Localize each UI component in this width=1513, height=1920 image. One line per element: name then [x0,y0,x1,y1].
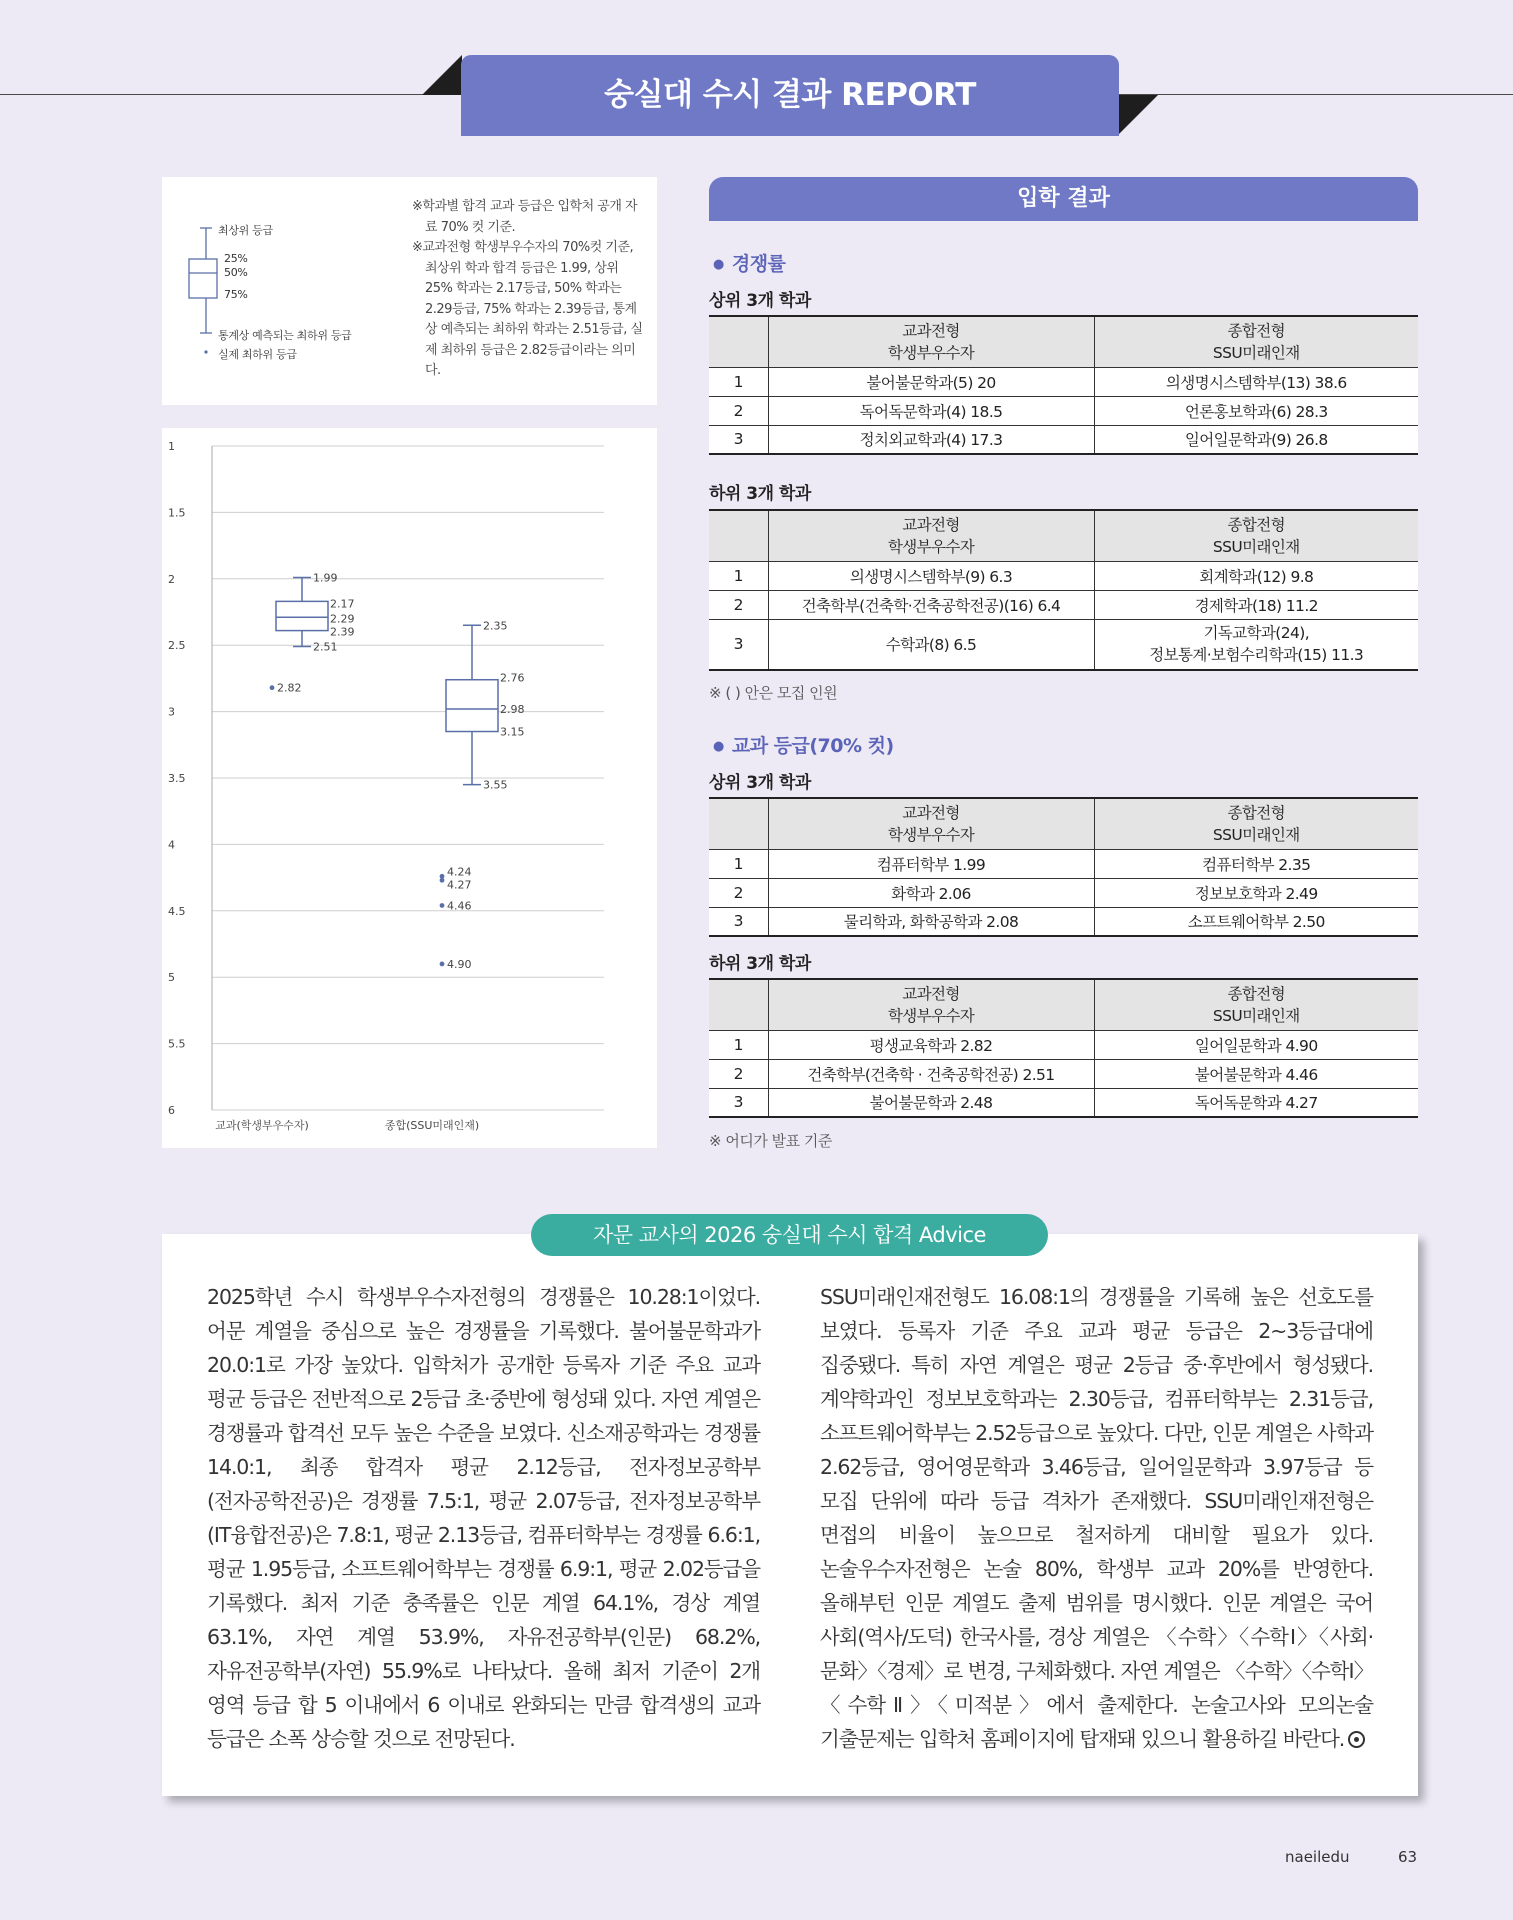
iqr-box [276,601,328,630]
table-header-cell: 교과전형 학생부우수자 [768,316,1094,367]
table-cell: 회계학과(12) 9.8 [1094,561,1418,590]
table-cell: 건축학부(건축학 · 건축공학전공) 2.51 [768,1059,1094,1088]
q1-label: 2.17 [330,597,355,611]
table-row [709,396,1418,425]
grade-bottom-label: 하위 3개 학과 [709,954,811,974]
table-row [709,619,1418,670]
legend-top-label: 최상위 등급 [218,224,273,237]
table-row [709,1088,1418,1117]
x-category-label: 교과(학생부우수자) [215,1119,309,1132]
competition-note: ※ ( ) 안은 모집 인원 [709,684,838,702]
grade-bottom-table [709,978,1418,1118]
table-cell: 수학과(8) 6.5 [768,619,1094,670]
table-header-cell: 교과전형 학생부우수자 [768,510,1094,561]
competition-bottom-label: 하위 3개 학과 [709,484,811,504]
grade-top-table [709,797,1418,937]
table-row [709,561,1418,590]
advice-right-text: SSU미래인재전형도 16.08:1의 경쟁률을 기록해 높은 선호도를 보였다. 등록자 기준 주요 교과 평균 등급은 2~3등급대에 집중됐다. 특히 자연 계열은 평균 2등급 중·후반에서 형성됐다. 계약학과인 정보보호학과는 2.30등급, 컴퓨터학부는 2.31등급, 소프트웨어학부는 2.52등급으로 높았다. 다만, 인문 계열은 사학과 2.62등급, 영어영문학과 3.46등급, 일어일문학과 3.97등급 등 모집 단위에 따라 등급 격차가 존재했다. SSU미래인재전형은 면접의 비율이 높으므로 철저하게 대비할 필요가 있다. 논술우수자전형은 논술 80%, 학생부 교과 20%를 반영한다. 올해부턴 인문 계열도 출제 범위를 명시했다. 인문 계열은 국어 사회(역사/도덕) 한국사를, 경상 계열은 〈수학〉〈수학Ⅰ〉〈사회·문화〉〈경제〉로 변경, 구체화했다. 자연 계열은 〈수학〉〈수학Ⅰ〉〈수학Ⅱ〉〈미적분〉에서 출제한다. 논술고사와 모의논술 기출문제는 입학처 홈페이지에 탑재돼 있으니 활용하길 바란다. [820,1285,1373,1751]
table-cell: 소프트웨어학부 2.50 [1094,907,1418,936]
table-cell: 3 [709,907,768,936]
footer-brand: naeiledu [1285,1848,1350,1866]
median-label: 2.98 [500,702,525,716]
header-right-triangle [1118,95,1158,135]
table-header-cell: 종합전형 SSU미래인재 [1094,510,1418,561]
competition-top-table [709,315,1418,455]
table-cell: 2 [709,1059,768,1088]
table-cell: 1 [709,849,768,878]
q1-label: 2.76 [500,671,525,685]
table-cell: 1 [709,367,768,396]
table-cell: 독어독문학과 4.27 [1094,1088,1418,1117]
legend-bottom-label: 통계상 예측되는 최하위 등급 [218,329,352,342]
outlier-label: 4.90 [447,957,472,971]
outlier-label: 4.24 [447,865,472,879]
max-label: 2.51 [313,640,338,654]
y-tick-label: 5 [168,971,175,985]
table-cell: 2 [709,878,768,907]
table-cell: 2 [709,396,768,425]
grade-top-label: 상위 3개 학과 [709,773,811,793]
max-label: 3.55 [483,778,508,792]
boxplot-svg [162,428,657,1148]
y-tick-label: 1 [168,440,175,453]
outlier-point [440,903,445,908]
page-number: 63 [1398,1848,1418,1866]
legend-outlier-label: 실제 최하위 등급 [218,348,297,361]
table-row [709,849,1418,878]
table-cell: 평생교육학과 2.82 [768,1030,1094,1059]
advice-left-column [207,1280,760,1756]
table-cell: 의생명시스템학부(9) 6.3 [768,561,1094,590]
advice-left-text: 2025학년 수시 학생부우수자전형의 경쟁률은 10.28:1이었다. 어문 계열을 중심으로 높은 경쟁률을 기록했다. 불어불문학과가 20.0:1로 가장 높았다. 입학처가 공개한 등록자 기준 주요 교과 평균 등급은 전반적으로 2등급 초·중반에 형성돼 있다. 자연 계열은 경쟁률과 합격선 모두 높은 수준을 보였다. 신소재공학과는 경쟁률 14.0:1, 최종 합격자 평균 2.12등급, 전자정보공학부(전자공학전공)은 경쟁률 7.5:1, 평균 2.07등급, 전자정보공학부(IT융합전공)은 7.8:1, 평균 2.13등급, 컴퓨터학부는 경쟁률 6.6:1, 평균 1.95등급, 소프트웨어학부는 경쟁률 6.9:1, 평균 2.02등급을 기록했다. 최저 기준 충족률은 인문 계열 64.1%, 경상 계열 63.1%, 자연 계열 53.9%, 자유전공학부(인문) 68.2%, 자유전공학부(자연) 55.9%로 나타났다. 올해 최저 기준이 2개 영역 등급 합 5 이내에서 6 이내로 완화되는 만큼 합격생의 교과 등급은 소폭 상승할 것으로 전망된다. [207,1285,760,1751]
table-header-cell [709,979,768,1030]
legend-note-1: ※학과별 합격 교과 등급은 입학처 공개 자료 70% 컷 기준. [412,199,638,235]
boxplot-chart [162,428,657,1148]
legend-p75-label: 75% [224,288,248,301]
outlier-point [440,962,445,967]
table-row [709,367,1418,396]
table-header-cell: 종합전형 SSU미래인재 [1094,979,1418,1030]
table-header-cell [709,316,768,367]
table-cell: 일어일문학과 4.90 [1094,1030,1418,1059]
legend-p50-label: 50% [224,266,248,279]
legend-note [412,197,647,382]
y-tick-label: 6 [168,1104,175,1117]
table-cell: 3 [709,1088,768,1117]
outlier-label: 2.82 [277,681,302,695]
competition-bottom-table [709,509,1418,671]
table-header-cell: 종합전형 SSU미래인재 [1094,316,1418,367]
outlier-label: 4.27 [447,878,472,892]
table-cell: 불어불문학과 4.46 [1094,1059,1418,1088]
outlier-point [270,685,275,690]
median-label: 2.29 [330,612,355,626]
table-cell: 불어불문학과 2.48 [768,1088,1094,1117]
table-cell: 화학과 2.06 [768,878,1094,907]
table-cell: 불어불문학과(5) 20 [768,367,1094,396]
table-cell: 경제학과(18) 11.2 [1094,590,1418,619]
table-header-cell [709,798,768,849]
table-header-cell: 교과전형 학생부우수자 [768,979,1094,1030]
outlier-point [440,878,445,883]
legend-p25-label: 25% [224,252,248,265]
y-tick-label: 4.5 [168,904,186,918]
x-category-label: 종합(SSU미래인재) [384,1119,480,1132]
table-cell: 기독교학과(24), 정보통계·보험수리학과(15) 11.3 [1094,619,1418,670]
page-title: 숭실대 수시 결과 REPORT [461,55,1119,136]
table-cell: 정치외교학과(4) 17.3 [768,425,1094,454]
admission-title: 입학 결과 [709,177,1418,221]
table-row [709,1030,1418,1059]
grade-section-title: ● 교과 등급(70% 컷) [713,731,894,758]
competition-section-title: ● 경쟁률 [713,249,785,276]
q3-label: 3.15 [500,725,525,739]
table-row [709,878,1418,907]
table-cell: 3 [709,425,768,454]
y-tick-label: 5.5 [168,1037,186,1051]
table-cell: 1 [709,1030,768,1059]
y-tick-label: 1.5 [168,506,186,520]
y-tick-label: 2 [168,572,175,586]
boxplot-legend [162,177,657,405]
table-cell: 3 [709,619,768,670]
y-tick-label: 2.5 [168,639,186,653]
table-cell: 건축학부(건축학·건축공학전공)(16) 6.4 [768,590,1094,619]
table-row [709,907,1418,936]
table-cell: 1 [709,561,768,590]
min-label: 2.35 [483,619,508,633]
table-row [709,1059,1418,1088]
table-cell: 언론홍보학과(6) 28.3 [1094,396,1418,425]
legend-boxplot-diagram [162,177,402,405]
iqr-box [446,680,498,732]
y-tick-label: 3 [168,705,175,719]
y-tick-label: 4 [168,838,175,852]
table-cell: 정보보호학과 2.49 [1094,878,1418,907]
advice-title: 자문 교사의 2026 숭실대 수시 합격 Advice [531,1214,1048,1256]
grade-note: ※ 어디가 발표 기준 [709,1132,832,1150]
table-cell: 컴퓨터학부 2.35 [1094,849,1418,878]
table-row [709,425,1418,454]
table-cell: 의생명시스템학부(13) 38.6 [1094,367,1418,396]
outlier-label: 4.46 [447,899,472,913]
table-header-cell [709,510,768,561]
q3-label: 2.39 [330,625,355,639]
table-cell: 컴퓨터학부 1.99 [768,849,1094,878]
table-header-cell: 교과전형 학생부우수자 [768,798,1094,849]
table-cell: 일어일문학과(9) 26.8 [1094,425,1418,454]
min-label: 1.99 [313,571,338,585]
article-end-icon [1348,1731,1365,1748]
advice-right-column [820,1280,1373,1756]
table-header-cell: 종합전형 SSU미래인재 [1094,798,1418,849]
y-tick-label: 3.5 [168,772,186,785]
table-row [709,590,1418,619]
header-left-triangle [422,55,462,95]
competition-top-label: 상위 3개 학과 [709,291,811,311]
table-cell: 물리학과, 화학공학과 2.08 [768,907,1094,936]
legend-note-2: ※교과전형 학생부우수자의 70%컷 기준, 최상위 학과 합격 등급은 1.99, 상위 25% 학과는 2.17등급, 50% 학과는 2.29등급, 75% 학과는 2.39등급, 통계상 예측되는 최하위 학과는 2.51등급, 실제 최하위 등급은 2.82등급이라는 의미다. [412,240,643,378]
table-cell: 독어독문학과(4) 18.5 [768,396,1094,425]
table-cell: 2 [709,590,768,619]
